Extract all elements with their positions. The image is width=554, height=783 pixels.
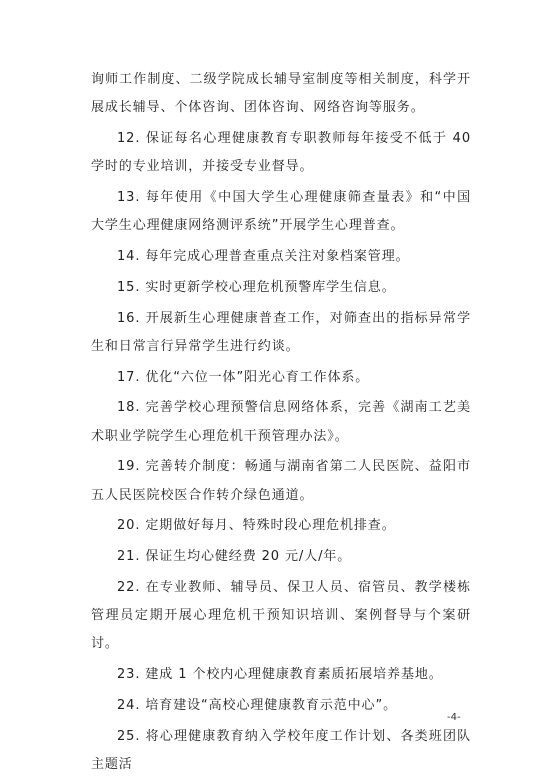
page-number: -4- bbox=[447, 712, 461, 723]
list-item-12: 12. 保证每名心理健康教育专职教师每年接受不低于 40 学时的专业培训，并接受专业督导。 bbox=[91, 131, 471, 175]
list-item-25: 25. 将心理健康教育纳入学校年度工作计划、各类班团队主题活 bbox=[91, 728, 471, 772]
list-item-18: 18. 完善学校心理预警信息网络体系，完善《湖南工艺美术职业学院学生心理危机干预管理办法》。 bbox=[91, 400, 471, 444]
list-item-13: 13. 每年使用《中国大学生心理健康筛查量表》和“中国大学生心理健康网络测评系统”开展学生心理普查。 bbox=[91, 190, 471, 234]
list-item-22: 22. 在专业教师、辅导员、保卫人员、宿管员、教学楼栋管理员定期开展心理危机干预知识培训、案例督导与个案研讨。 bbox=[91, 579, 471, 652]
continuation-paragraph: 询师工作制度、二级学院成长辅导室制度等相关制度，科学开展成长辅导、个体咨询、团体咨询、网络咨询等服务。 bbox=[91, 72, 471, 116]
list-item-20: 20. 定期做好每月、特殊时段心理危机排查。 bbox=[117, 518, 396, 534]
list-item-14: 14. 每年完成心理普查重点关注对象档案管理。 bbox=[117, 249, 410, 264]
list-item-21: 21. 保证生均心健经费 20 元/人/年。 bbox=[117, 549, 352, 565]
document-body bbox=[91, 66, 471, 782]
list-item-24: 24. 培育建设“高校心理健康教育示范中心”。 bbox=[117, 697, 397, 713]
list-item-19: 19. 完善转介制度：畅通与湖南省第二人民医院、益阳市五人民医院校医合作转介绿色通道。 bbox=[91, 459, 471, 503]
list-item-15: 15. 实时更新学校心理危机预警库学生信息。 bbox=[117, 279, 396, 295]
list-item-23: 23. 建成 1 个校内心理健康教育素质拓展培养基地。 bbox=[117, 667, 443, 683]
list-item-16: 16. 开展新生心理健康普查工作，对筛查出的指标异常学生和日常言行异常学生进行约谈。 bbox=[91, 310, 471, 354]
list-item-17: 17. 优化“六位一体”阳光心育工作体系。 bbox=[117, 369, 370, 385]
